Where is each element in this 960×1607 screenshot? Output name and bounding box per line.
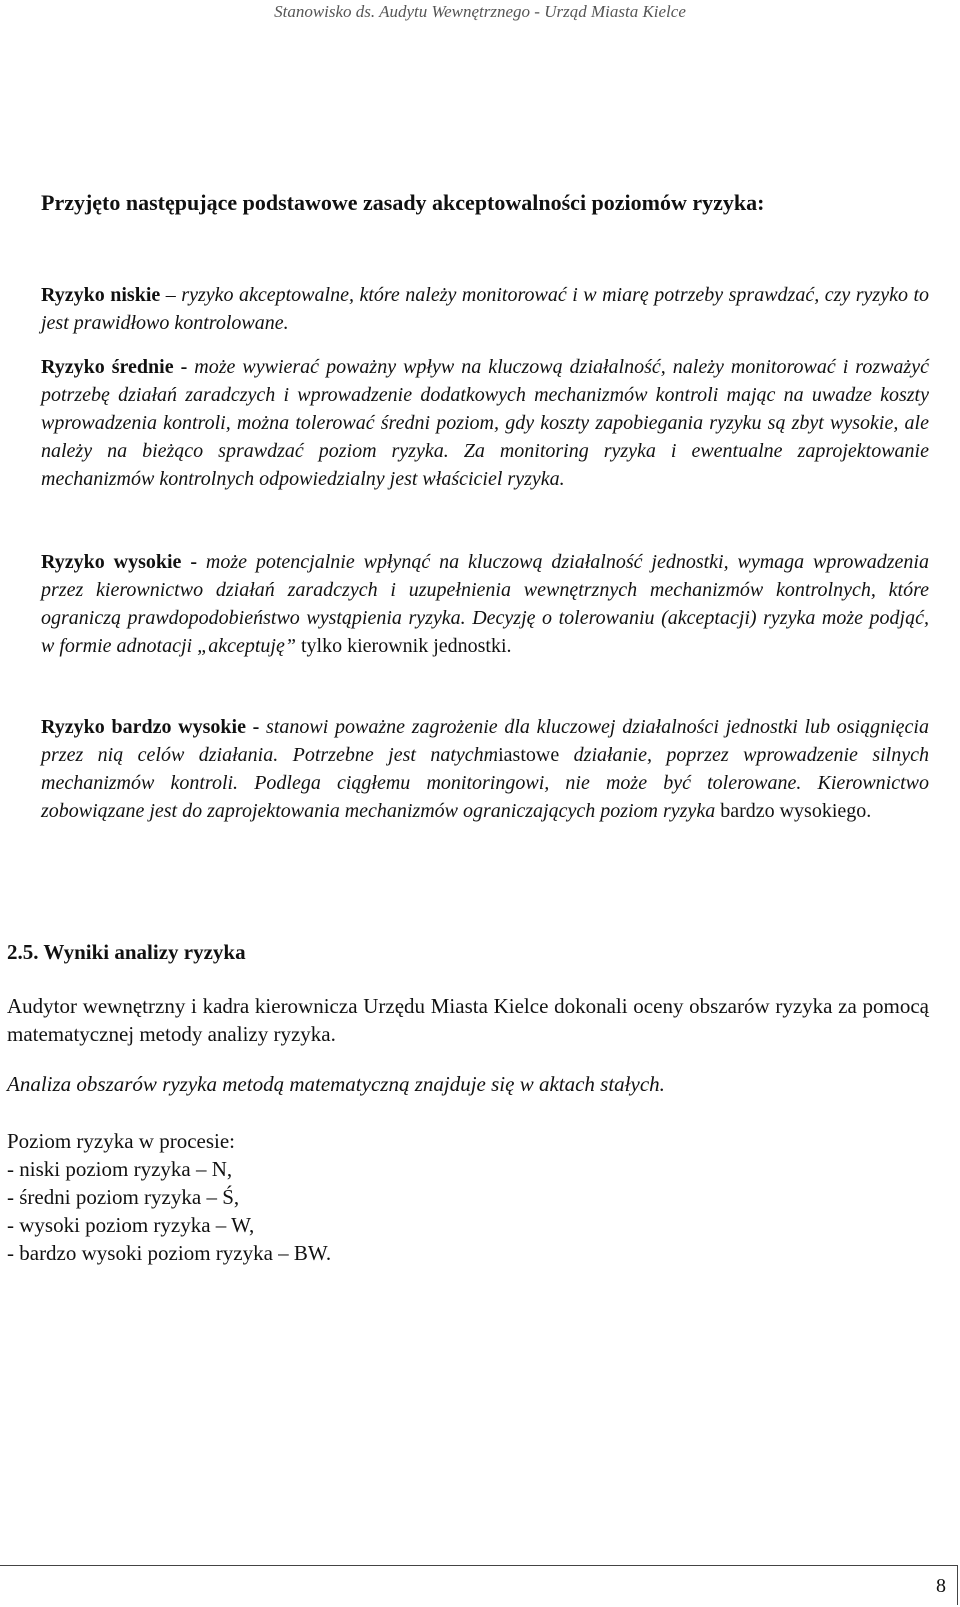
risk-low-separator: – xyxy=(160,284,182,306)
risk-very-high-text-2: działanie, poprzez wprowadzenie silnych mechanizmów kontroli. Podlega ciągłemu monitoringowi, nie może być tolerowane. Kierownictwo zobowiązane jest do zaprojektowania mechanizmów ograniczających poziom ryzyka xyxy=(41,744,929,822)
risk-low-text: ryzyko akceptowalne, które należy monitorować i w miarę potrzeby sprawdzać, czy ryzyko to jest prawidłowo kontrolowane. xyxy=(41,284,930,334)
risk-high-paragraph xyxy=(41,548,929,660)
page-number: 8 xyxy=(936,1575,946,1597)
risk-medium-separator: - xyxy=(173,356,195,378)
page-header: Stanowisko ds. Audytu Wewnętrznego - Urząd Miasta Kielce xyxy=(274,2,686,21)
section-title-text: Wyniki analizy ryzyka xyxy=(38,940,246,964)
risk-medium-text: może wywierać poważny wpływ na kluczową działalność, należy monitorować i rozważyć potrzebę działań zaradczych i wprowadzenie dodatkowych mechanizmów kontroli mając na uwadze koszty wprowadzenia kontroli, można tolerować średni poziom, gdy koszty zapobiegania ryzyku są zbyt wysokie, ale należy na bieżąco sprawdzać poziom ryzyka. Za monitoring ryzyka i ewentualne zaprojektowanie mechanizmów kontrolnych odpowiedzialny jest właściciel ryzyka. xyxy=(41,356,929,490)
risk-very-high-paragraph xyxy=(41,713,929,825)
analysis-paragraph: Audytor wewnętrzny i kadra kierownicza Urzędu Miasta Kielce dokonali oceny obszarów ryzyka za pomocą matematycznej metody analizy ryzyka. xyxy=(7,994,929,1046)
risk-very-high-text-end: bardzo wysokiego. xyxy=(715,800,872,822)
section-number: 2.5. xyxy=(7,940,39,964)
acceptance-rules-heading: Przyjęto następujące podstawowe zasady akceptowalności poziomów ryzyka: xyxy=(41,190,765,215)
risk-medium-paragraph xyxy=(41,353,929,493)
risk-very-high-separator: - xyxy=(245,716,267,738)
risk-levels-title: Poziom ryzyka w procesie: xyxy=(7,1129,236,1153)
risk-level-medium: - średni poziom ryzyka – Ś, xyxy=(7,1185,240,1209)
risk-level-very-high: - bardzo wysoki poziom ryzyka – BW. xyxy=(7,1241,332,1265)
risk-low-paragraph xyxy=(41,281,929,337)
footer-divider xyxy=(0,1565,958,1566)
risk-level-low: - niski poziom ryzyka – N, xyxy=(7,1157,233,1181)
risk-very-high-text-mid: iastowe xyxy=(498,744,560,766)
risk-high-label: Ryzyko wysokie xyxy=(41,551,182,573)
risk-level-high: - wysoki poziom ryzyka – W, xyxy=(7,1213,255,1237)
risk-high-separator: - xyxy=(181,551,206,573)
analysis-location-paragraph: Analiza obszarów ryzyka metodą matematyczną znajduje się w aktach stałych. xyxy=(7,1072,665,1096)
risk-very-high-label: Ryzyko bardzo wysokie xyxy=(41,716,246,738)
section-title xyxy=(7,940,246,965)
risk-medium-label: Ryzyko średnie xyxy=(41,356,174,378)
risk-high-text: może potencjalnie wpłynąć na kluczową działalność jednostki, wymaga wprowadzenia przez kierownictwo działań zaradczych i uzupełnienia wewnętrznych mechanizmów kontrolnych, które ograniczą prawdopodobieństwo wystąpienia ryzyka. Decyzję o tolerowaniu (akceptacji) ryzyka może podjąć, w formie adnotacji „akceptuję” xyxy=(41,551,929,657)
risk-high-text-end: tylko kierownik jednostki. xyxy=(295,635,512,657)
risk-very-high-text: stanowi poważne zagrożenie dla kluczowej działalności jednostki lub osiągnięcia przez nią celów działania. Potrzebne jest natychm xyxy=(41,716,929,766)
risk-low-label: Ryzyko niskie xyxy=(41,284,161,306)
